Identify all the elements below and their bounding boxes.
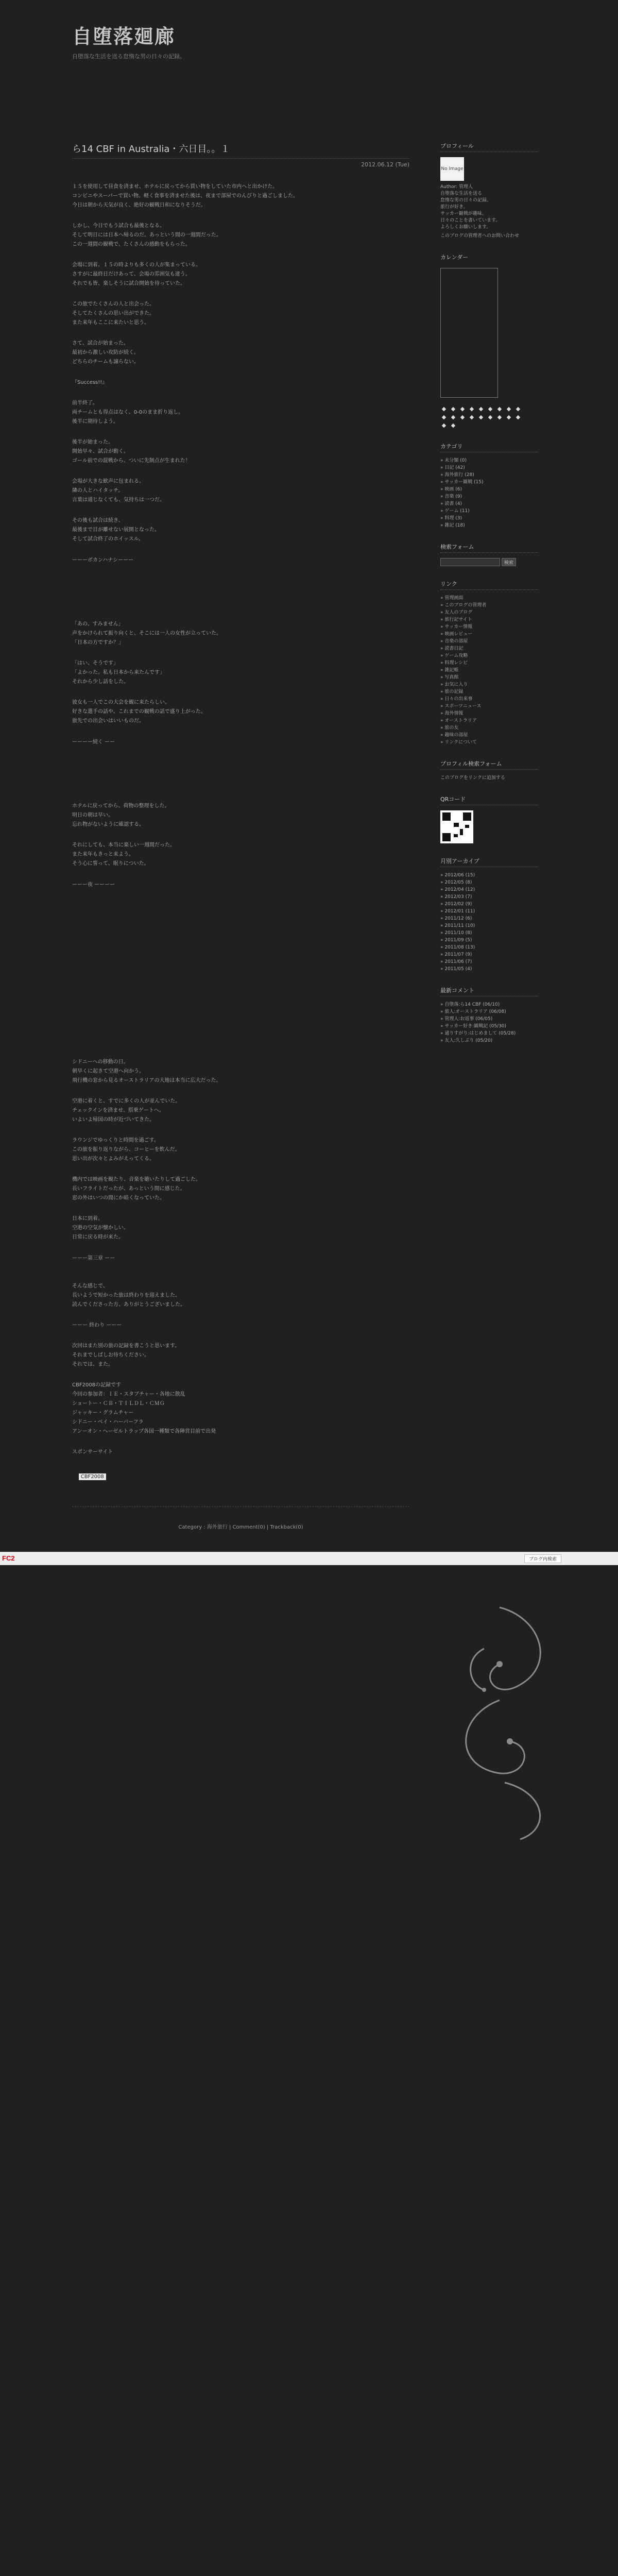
profile-line: 怠惰な男の日々の記録。 bbox=[440, 198, 492, 203]
mailform-block bbox=[440, 759, 538, 782]
archive-item[interactable]: » 2011/10 (8) bbox=[440, 930, 472, 936]
sidebar bbox=[440, 142, 538, 1058]
category-shortcut-icon[interactable]: ◆ bbox=[478, 414, 484, 420]
entry-paragraph: 機内では映画を観たり、音楽を聴いたりして過ごした。 長いフライトだったが、あっという間に感じた。 窓の外はいつの間にか暗くなっていた。 bbox=[72, 1177, 201, 1201]
entry-paragraph: 「あの、すみません」 声をかけられて振り向くと、そこには一人の女性が立っていた。 「日本の方ですか？」 bbox=[72, 621, 221, 646]
entry-body-1 bbox=[72, 182, 409, 367]
profile-line: サッカー観戦が趣味。 bbox=[440, 211, 487, 216]
category-icon-grid bbox=[440, 406, 528, 429]
profile-line: 旅行が好き。 bbox=[440, 205, 468, 210]
archive-item[interactable]: » 2011/12 (6) bbox=[440, 916, 472, 921]
profile-block bbox=[440, 142, 538, 240]
entry-paragraph: 会場が大きな歓声に包まれる。 隣の人とハイタッチ。 言葉は通じなくても、気持ちは一つだ。 bbox=[72, 479, 165, 503]
link-list bbox=[440, 595, 538, 746]
entry-paragraph: 後半が始まった。 開始早々、試合が動く。 ゴール前での混戦から、ついに先制点が生まれた！ bbox=[72, 439, 191, 464]
category-item[interactable]: » 料理 (3) bbox=[440, 516, 462, 521]
recent-comment-item[interactable]: » 自堕落:ら14 CBF (06/10) bbox=[440, 1002, 500, 1007]
profile-line: 日々のことを書いています。 bbox=[440, 218, 501, 223]
search-input[interactable] bbox=[440, 558, 500, 566]
calendar-heading: カレンダー bbox=[440, 254, 469, 261]
entry-paragraph: その後も試合は続き、 最後まで目が離せない展開となった。 そして試合終了のホイッスル。 bbox=[72, 518, 160, 542]
profile-contact-link[interactable]: このブログの管理者へのお問い合わせ bbox=[440, 233, 520, 239]
profile-line: よろしくお願いします。 bbox=[440, 225, 491, 230]
category-shortcut-icon[interactable]: ◆ bbox=[460, 414, 465, 420]
qr-code bbox=[440, 810, 473, 843]
profile-text bbox=[440, 191, 538, 231]
site-title[interactable]: 自堕落廻廊 bbox=[72, 25, 176, 48]
category-shortcut-icon[interactable]: ◆ bbox=[451, 414, 456, 420]
recent-comments-list bbox=[440, 1002, 538, 1044]
archive-item[interactable]: » 2011/11 (10) bbox=[440, 923, 475, 928]
entry-paragraph: 日本に到着。 空港の空気が懐かしい。 日常に戻る時が来た。 bbox=[72, 1216, 129, 1240]
entry-body-6 bbox=[72, 1282, 409, 1457]
link-item[interactable]: » このブログの管理者 bbox=[440, 603, 487, 608]
category-item[interactable]: » 海外旅行 (28) bbox=[440, 472, 474, 478]
link-item[interactable]: » 日々の出来事 bbox=[440, 697, 473, 702]
section-divider-3: ーーー夜 ーーーー bbox=[72, 882, 115, 888]
link-item[interactable]: » 旅の友 bbox=[440, 725, 459, 731]
profile-heading: プロフィール bbox=[440, 142, 538, 152]
category-shortcut-icon[interactable]: ◆ bbox=[469, 405, 474, 412]
category-item[interactable]: » 音楽 (9) bbox=[440, 494, 462, 499]
category-shortcut-icon[interactable]: ◆ bbox=[451, 405, 456, 412]
recent-comment-item[interactable]: » 管理人:お返事 (06/05) bbox=[440, 1016, 493, 1022]
calendar-widget[interactable] bbox=[440, 268, 498, 398]
search-button[interactable]: 検索 bbox=[502, 558, 516, 566]
archive-item[interactable]: » 2011/06 (7) bbox=[440, 959, 472, 964]
entry-body-5 bbox=[72, 1058, 409, 1242]
entry-paragraph: 「はい、そうです」 「よかった。私も日本から来たんです」 それから少し話をした。 bbox=[72, 660, 165, 685]
entry-divider bbox=[72, 1506, 409, 1507]
category-shortcut-icon[interactable]: ◆ bbox=[488, 405, 493, 412]
category-shortcut-icon[interactable]: ◆ bbox=[451, 422, 456, 429]
entry-footer-meta[interactable]: Category : 海外旅行 | Comment(0) | Trackback(0) bbox=[178, 1524, 303, 1530]
recent-comments-block bbox=[440, 986, 538, 1044]
link-item[interactable]: » 海外情報 bbox=[440, 711, 464, 716]
fc2-logo[interactable]: FC2 bbox=[2, 1554, 15, 1562]
link-item[interactable]: » 料理レシピ bbox=[440, 660, 468, 666]
link-item[interactable]: » サッカー情報 bbox=[440, 624, 473, 630]
entry-date: 2012.06.12 (Tue) bbox=[361, 161, 409, 168]
avatar: No Image bbox=[440, 157, 464, 181]
entry-paragraph: しかし、今日でもう試合も最後となる。 そして明日には日本へ帰るのだ。あっという間の一週間だった。 この一週間の観戦で、たくさんの感動をもらった。 bbox=[72, 223, 221, 247]
category-shortcut-icon[interactable]: ◆ bbox=[488, 414, 493, 420]
entry-paragraph: CBF2008の記録です 今回の参加者：ＩＥ・スタブチャー・各地に散乱 ショートー・ＣＢ・ＴＩＬＤＬ・ＣＭＧ ジャッキー・グラムチャー シドニー・ベイ・ハーバーフラ アンーオン・ヘーゼルトラップ各国一種類で各陣営目前で出発 bbox=[72, 1382, 216, 1434]
tag-link[interactable] bbox=[72, 1463, 409, 1491]
entry-paragraph: ーーー 終わり ーーー bbox=[72, 1323, 122, 1328]
site-description: 自堕落な生活を送る怠惰な男の日々の記録。 bbox=[72, 53, 185, 60]
archive-item[interactable]: » 2012/02 (9) bbox=[440, 902, 472, 907]
categories-block bbox=[440, 442, 538, 529]
category-item[interactable]: » 映画 (6) bbox=[440, 487, 462, 492]
link-item[interactable]: » 雑記帳 bbox=[440, 668, 459, 673]
search-block bbox=[440, 543, 538, 566]
category-shortcut-icon[interactable]: ◆ bbox=[497, 405, 502, 412]
fc2-search-button[interactable]: ブログ内検索 bbox=[524, 1554, 561, 1563]
link-item[interactable]: » 読書日記 bbox=[440, 646, 464, 651]
archive-list bbox=[440, 872, 538, 973]
recent-comment-item[interactable]: » 友人:久しぶり (05/20) bbox=[440, 1038, 493, 1043]
mailform-heading: プロフィル検索フォーム bbox=[440, 759, 538, 770]
link-item[interactable]: » 音楽の部屋 bbox=[440, 639, 468, 644]
category-item[interactable]: » 未分類 (0) bbox=[440, 458, 467, 463]
category-item[interactable]: » ゲーム (11) bbox=[440, 509, 470, 514]
entry-paragraph: 彼女も一人でこの大会を観に来たらしい。 好きな選手の話や、これまでの観戦の話で盛り上がった。 旅先での出会いはいいものだ。 bbox=[72, 700, 206, 724]
add-link-text[interactable]: このブログをリンクに追加する bbox=[440, 775, 505, 781]
entry-paragraph: さて、試合が始まった。 最初から激しい攻防が続く。 どちらのチームも譲らない。 bbox=[72, 341, 139, 365]
category-shortcut-icon[interactable]: ◆ bbox=[506, 414, 511, 420]
entry-paragraph: ラウンジでゆっくりと時間を過ごす。 この旅を振り返りながら、コーヒーを飲んだ。 思い出が次々とよみがえってくる。 bbox=[72, 1138, 180, 1162]
category-item[interactable]: » サッカー観戦 (15) bbox=[440, 480, 484, 485]
entry-paragraph: シドニーへの移動の日。 朝早くに起きて空港へ向かう。 飛行機の窓から見るオーストラリアの大地は本当に広大だった。 bbox=[72, 1059, 221, 1083]
archive-item[interactable]: » 2012/05 (8) bbox=[440, 880, 472, 885]
entry-paragraph: この旅でたくさんの人と出会った。 そしてたくさんの思い出ができた。 また来年もここに来たいと思う。 bbox=[72, 301, 154, 326]
entry-paragraph: そんな感じで、 長いようで短かった旅は終わりを迎えました。 読んでくださった方、ありがとうございました。 bbox=[72, 1283, 185, 1308]
category-item[interactable]: » 日記 (42) bbox=[440, 465, 465, 470]
link-item[interactable]: » 旅の記録 bbox=[440, 689, 464, 694]
entry-paragraph: １５を使用して昼食を済ませ、ホテルに戻ってから買い物をしていた市内へと出かけた。 コンビニやスーパーで買い物。軽く食事を済ませた後は、夜まで部屋でのんびりと過ごしました。 今日は朝から天気が良く、絶好の観戦日和になりそうだ。 bbox=[72, 184, 298, 208]
links-heading: リンク bbox=[440, 580, 538, 590]
archive-item[interactable]: » 2012/01 (11) bbox=[440, 909, 475, 914]
section-divider-4: ーーー第三章 ーー bbox=[72, 1256, 115, 1261]
entry-paragraph: スポンサーサイト bbox=[72, 1449, 113, 1455]
entry-body-4 bbox=[72, 802, 409, 869]
recent-comments-heading: 最新コメント bbox=[440, 986, 538, 996]
link-item[interactable]: » 旅行記サイト bbox=[440, 617, 472, 622]
category-shortcut-icon[interactable]: ◆ bbox=[469, 414, 474, 420]
links-block bbox=[440, 580, 538, 746]
category-list bbox=[440, 457, 538, 529]
archive-item[interactable]: » 2012/03 (7) bbox=[440, 894, 472, 900]
category-shortcut-icon[interactable]: ◆ bbox=[441, 414, 447, 420]
link-item[interactable]: » スポーツニュース bbox=[440, 704, 482, 709]
archive-item[interactable]: » 2011/09 (5) bbox=[440, 938, 472, 943]
qr-block bbox=[440, 795, 538, 843]
category-item[interactable]: » 雑記 (18) bbox=[440, 523, 465, 528]
archive-item[interactable]: » 2012/04 (12) bbox=[440, 887, 475, 892]
profile-line: 自堕落な生活を送る bbox=[440, 191, 483, 196]
fc2-header-bar bbox=[0, 1552, 618, 1565]
link-item[interactable]: » ゲーム攻略 bbox=[440, 653, 468, 658]
entry-body-2 bbox=[72, 399, 409, 544]
entry-body-3 bbox=[72, 620, 409, 726]
recent-comment-item[interactable]: » 旅人:オーストラリア (06/08) bbox=[440, 1009, 506, 1014]
calendar-block bbox=[440, 253, 538, 429]
tag-label[interactable]: CBF2008 bbox=[79, 1473, 106, 1480]
archive-item[interactable]: » 2012/06 (15) bbox=[440, 873, 475, 878]
category-item[interactable]: » 読書 (4) bbox=[440, 501, 462, 506]
category-shortcut-icon[interactable]: ◆ bbox=[506, 405, 511, 412]
link-item[interactable]: » 趣味の部屋 bbox=[440, 733, 468, 738]
categories-heading: カテゴリ bbox=[440, 442, 538, 452]
recent-comment-item[interactable]: » サッカー好き:観戦記 (05/30) bbox=[440, 1024, 507, 1029]
archive-item[interactable]: » 2011/05 (4) bbox=[440, 967, 472, 972]
archive-item[interactable]: » 2011/08 (13) bbox=[440, 945, 475, 950]
category-shortcut-icon[interactable]: ◆ bbox=[516, 414, 521, 420]
main-content bbox=[72, 142, 409, 1530]
link-item[interactable]: » 友人のブログ bbox=[440, 610, 473, 615]
category-shortcut-icon[interactable]: ◆ bbox=[478, 405, 484, 412]
entry-paragraph: ホテルに戻ってから、荷物の整理をした。 明日の朝は早い。 忘れ物がないように確認する。 bbox=[72, 803, 170, 827]
entry-title[interactable]: ら14 CBF in Australia・六日目。。１ bbox=[72, 142, 409, 159]
entry-paragraph: 前半終了。 両チームとも得点はなく、0-0のまま折り返し。 後半に期待しよう。 bbox=[72, 400, 184, 425]
archives-block bbox=[440, 857, 538, 973]
link-item[interactable]: » 映画レビュー bbox=[440, 632, 473, 637]
profile-author: Author: 管理人 bbox=[440, 184, 473, 190]
link-item[interactable]: » お気に入り bbox=[440, 682, 468, 687]
section-divider-1: ーーーボカンハナシーーー bbox=[72, 557, 134, 563]
qr-heading: QRコード bbox=[440, 795, 538, 805]
category-shortcut-icon[interactable]: ◆ bbox=[497, 414, 502, 420]
link-item[interactable]: » 写真館 bbox=[440, 675, 459, 680]
search-heading: 検索フォーム bbox=[440, 543, 538, 553]
archives-heading: 月別アーカイブ bbox=[440, 857, 538, 867]
category-shortcut-icon[interactable]: ◆ bbox=[516, 405, 521, 412]
archive-item[interactable]: » 2011/07 (9) bbox=[440, 952, 472, 957]
link-item[interactable]: » オーストラリア bbox=[440, 718, 477, 723]
site-header bbox=[72, 21, 546, 60]
entry-paragraph: 次回はまた別の旅の記録を書こうと思います。 それまでしばしお待ちください。 それでは、また。 bbox=[72, 1343, 180, 1367]
entry-paragraph: 空港に着くと、すでに多くの人が並んでいた。 チェックインを済ませ、搭乗ゲートへ。 いよいよ帰国の時が近づいてきた。 bbox=[72, 1098, 181, 1123]
category-shortcut-icon[interactable]: ◆ bbox=[460, 405, 465, 412]
decorative-swirl-icon bbox=[422, 1597, 577, 1844]
section-divider-2: ーーーー続く ーー bbox=[72, 739, 115, 745]
category-shortcut-icon[interactable]: ◆ bbox=[441, 422, 447, 429]
link-item[interactable]: » 管理画面 bbox=[440, 596, 464, 601]
entry-paragraph: それにしても、本当に楽しい一週間だった。 また来年もきっと来よう。 そう心に誓って、眠りについた。 bbox=[72, 842, 175, 867]
entry-quote: 『Success!!』 bbox=[72, 380, 108, 385]
link-item[interactable]: » リンクについて bbox=[440, 740, 477, 745]
entry-paragraph: 会場に到着。１５の時よりも多くの人が集まっている。 さすがに最終日だけあって、会場の雰囲気も違う。 それでも皆、楽しそうに試合開始を待っていた。 bbox=[72, 262, 201, 286]
category-shortcut-icon[interactable]: ◆ bbox=[441, 405, 447, 412]
recent-comment-item[interactable]: » 通りすがり:はじめまして (05/28) bbox=[440, 1031, 516, 1036]
